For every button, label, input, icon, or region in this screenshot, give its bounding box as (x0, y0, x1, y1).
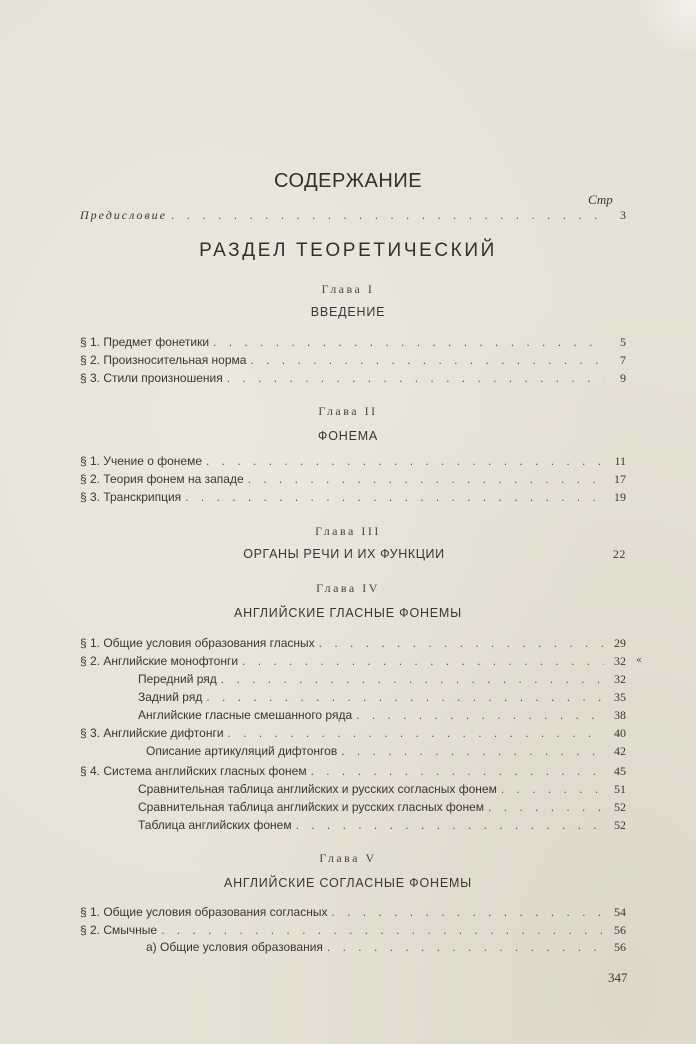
dot-leader (341, 744, 604, 758)
dot-leader (242, 654, 604, 668)
toc-entry (80, 636, 626, 651)
chapter-title: ВВЕДЕНИЕ (310, 305, 386, 319)
toc-entry-page: 32 (614, 672, 626, 686)
toc-entry-page: 17 (614, 472, 626, 486)
toc-entry (80, 472, 626, 487)
toc-entry-text: § 1. Общие условия образования согласных (80, 905, 328, 919)
toc-entry-text: § 2. Английские монофтонги (80, 654, 239, 668)
toc-entry-page: 3 (620, 208, 626, 222)
chapter-label: Глава I (321, 282, 375, 296)
chapter-title: АНГЛИЙСКИЕ СОГЛАСНЫЕ ФОНЕМЫ (223, 876, 473, 890)
paper-stain (626, 0, 696, 50)
toc-entry (80, 353, 626, 368)
toc-entry-page: 32 (614, 654, 626, 668)
dot-leader (501, 782, 604, 796)
stray-mark: « (636, 655, 643, 666)
toc-entry-text: Сравнительная таблица английских и русских гласных фонем (138, 800, 485, 814)
toc-entry-text: Таблица английских фонем (138, 818, 292, 832)
toc-entry (138, 818, 626, 833)
dot-leader (221, 672, 604, 686)
toc-entry-text: Предисловие (80, 208, 168, 222)
chapter-title: ФОНЕМА (317, 429, 379, 443)
dot-leader (213, 335, 604, 349)
dot-leader (161, 923, 604, 937)
toc-entry-text: § 2. Произносительная норма (80, 353, 247, 367)
toc-entry-page: 9 (620, 371, 626, 385)
toc-entry (138, 672, 626, 687)
toc-entry (80, 371, 626, 386)
dot-leader (488, 800, 604, 814)
toc-entry-text: Английские гласные смешанного ряда (138, 708, 353, 722)
toc-entry-text: Задний ряд (138, 690, 203, 704)
toc-entry-page: 45 (614, 764, 626, 778)
toc-entry-page: 56 (614, 940, 626, 954)
page-number: 347 (608, 970, 628, 985)
toc-entry-text: § 4. Система английских гласных фонем (80, 764, 307, 778)
dot-leader (248, 472, 604, 486)
toc-entry-page: 22 (612, 547, 627, 561)
toc-entry (138, 800, 626, 815)
toc-entry-page: 7 (620, 353, 626, 367)
toc-entry-text: § 1. Предмет фонетики (80, 335, 210, 349)
dot-leader (327, 940, 604, 954)
page-column-label: Стр (588, 192, 613, 207)
toc-entry-page: 5 (620, 335, 626, 349)
section-title: РАЗДЕЛ ТЕОРЕТИЧЕСКИЙ (199, 240, 497, 261)
chapter-label: Глава II (318, 404, 378, 418)
toc-entry-page: 56 (614, 923, 626, 937)
toc-entry-page: 54 (614, 905, 626, 919)
toc-entry-page: 11 (614, 454, 626, 468)
toc-entry-text: а) Общие условия образования (146, 940, 323, 954)
toc-entry-text: Сравнительная таблица английских и русских согласных фонем (138, 782, 497, 796)
toc-entry (80, 726, 626, 741)
dot-leader (227, 371, 604, 385)
dot-leader (331, 905, 604, 919)
dot-leader (185, 490, 604, 504)
page-title: СОДЕРЖАНИЕ (273, 170, 423, 192)
toc-entry-page: 38 (614, 708, 626, 722)
toc-entry-preface (80, 208, 626, 223)
toc-entry (80, 905, 626, 920)
dot-leader (356, 708, 604, 722)
toc-entry-page: 19 (614, 490, 626, 504)
chapter-label: Глава IV (316, 581, 380, 595)
toc-entry (80, 923, 626, 938)
toc-entry-text: Описание артикуляций дифтонгов (146, 744, 338, 758)
toc-entry-text: § 3. Транскрипция (80, 490, 182, 504)
dot-leader (228, 726, 604, 740)
toc-entry-text: Передний ряд (138, 672, 217, 686)
chapter-label: Глава V (319, 851, 377, 865)
chapter-title: ОРГАНЫ РЕЧИ И ИХ ФУНКЦИИ (243, 547, 445, 561)
toc-entry-chapter (80, 547, 626, 562)
toc-entry-page: 40 (614, 726, 626, 740)
toc-entry-page: 52 (614, 800, 626, 814)
dot-leader (206, 454, 604, 468)
toc-entry-text: § 3. Английские дифтонги (80, 726, 224, 740)
dot-leader (250, 353, 604, 367)
toc-entry-text: § 1. Учение о фонеме (80, 454, 203, 468)
dot-leader (296, 818, 604, 832)
toc-entry (80, 654, 626, 669)
toc-entry-text: § 1. Общие условия образования гласных (80, 636, 315, 650)
toc-entry (138, 708, 626, 723)
dot-leader (171, 208, 604, 222)
toc-entry (138, 782, 626, 797)
dot-leader (206, 690, 604, 704)
toc-entry-text: § 2. Смычные (80, 923, 158, 937)
toc-entry (138, 690, 626, 705)
chapter-title: АНГЛИЙСКИЕ ГЛАСНЫЕ ФОНЕМЫ (233, 606, 463, 620)
chapter-label: Глава III (315, 524, 381, 538)
toc-entry-page: 29 (614, 636, 626, 650)
toc-entry-page: 35 (614, 690, 626, 704)
toc-entry (146, 744, 626, 759)
toc-entry-text: § 2. Теория фонем на западе (80, 472, 244, 486)
toc-entry (80, 490, 626, 505)
toc-entry-text: § 3. Стили произношения (80, 371, 223, 385)
dot-leader (319, 636, 604, 650)
toc-entry (80, 764, 626, 779)
toc-entry-page: 52 (614, 818, 626, 832)
dot-leader (311, 764, 604, 778)
toc-entry (80, 454, 626, 469)
toc-entry (80, 335, 626, 350)
toc-entry-page: 42 (614, 744, 626, 758)
toc-entry-page: 51 (614, 782, 626, 796)
toc-entry (146, 940, 626, 955)
